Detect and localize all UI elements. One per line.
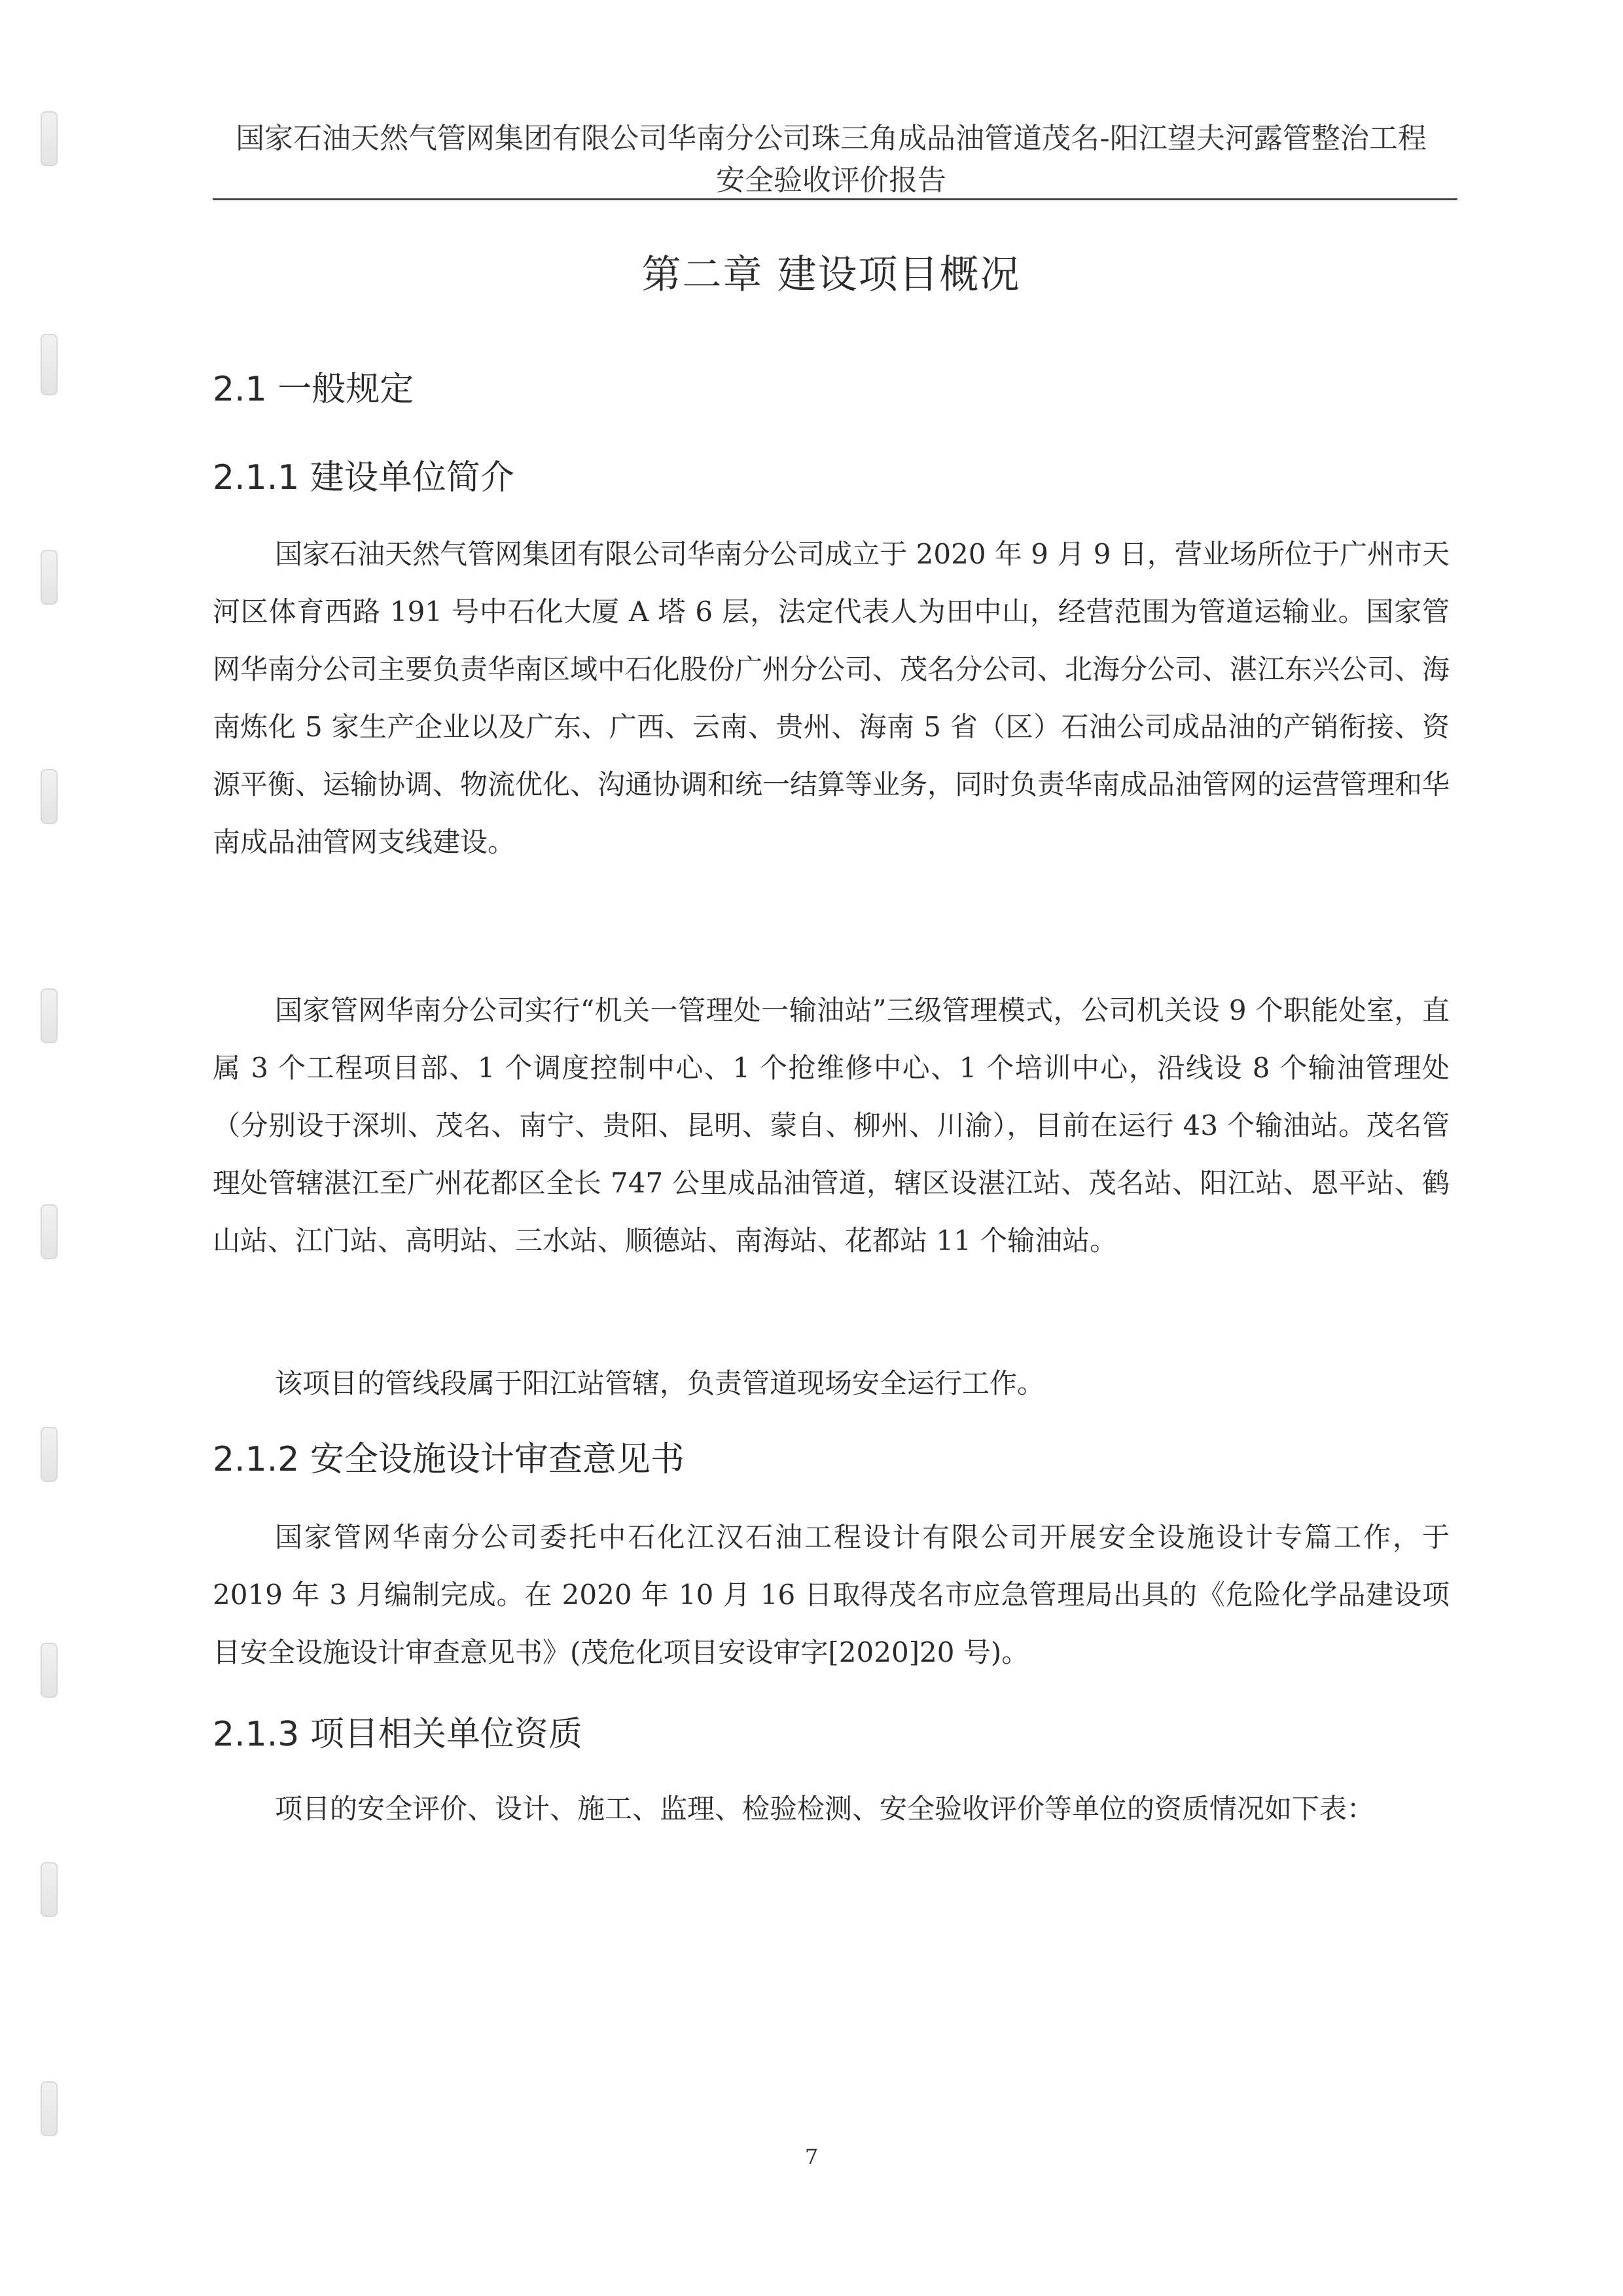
running-header (209, 118, 1453, 202)
header-rule (213, 198, 1457, 200)
paragraph-jurisdiction: 该项目的管线段属于阳江站管辖，负责管道现场安全运行工作。 (275, 1367, 1045, 1399)
binding-mark (41, 988, 58, 1043)
header-line-2: 安全验收评价报告 (716, 164, 946, 197)
page-number: 7 (804, 2144, 819, 2169)
paragraph-management-structure: 国家管网华南分公司实行“机关一管理处一输油站”三级管理模式，公司机关设 9 个职能处室，直属 3 个工程项目部、1 个调度控制中心、1 个抢维修中心、1 个培训中心，沿线设 8 个输油管理处（分别设于深圳、茂名、南宁、贵阳、昆明、蒙自、柳州、川渝），目前在运行 43 个输油站。茂名管理处管辖湛江至广州花都区全长 747 公里成品油管道，辖区设湛江站、茂名站、阳江站、恩平站、鹤山站、江门站、高明站、三水站、顺德站、南海站、花都站 11 个输油站。 (213, 994, 1450, 1257)
binding-mark (41, 334, 58, 395)
binding-mark (41, 1862, 58, 1917)
binding-mark (41, 1643, 58, 1698)
binding-mark (41, 1204, 58, 1259)
binding-mark (41, 769, 58, 824)
binding-mark (41, 1427, 58, 1482)
section-heading-2-1: 2.1 一般规定 (213, 370, 414, 409)
binding-mark (41, 550, 58, 605)
header-line-1: 国家石油天然气管网集团有限公司华南分公司珠三角成品油管道茂名-阳江望夫河露管整治工程 (236, 122, 1427, 155)
paragraph-company-intro: 国家石油天然气管网集团有限公司华南分公司成立于 2020 年 9 月 9 日，营业场所位于广州市天河区体育西路 191 号中石化大厦 A 塔 6 层，法定代表人为田中山，经营范围为管道运输业。国家管网华南分公司主要负责华南区域中石化股份广州分公司、茂名分公司、北海分公司、湛江东兴公司、海南炼化 5 家生产企业以及广东、广西、云南、贵州、海南 5 省（区）石油公司成品油的产销衔接、资源平衡、运输协调、物流优化、沟通协调和统一结算等业务，同时负责华南成品油管网的运营管理和华南成品油管网支线建设。 (213, 538, 1450, 858)
section-heading-2-1-2: 2.1.2 安全设施设计审查意见书 (213, 1440, 685, 1479)
section-heading-2-1-1: 2.1.1 建设单位简介 (213, 458, 514, 497)
binding-mark (41, 111, 58, 166)
binding-mark (41, 2081, 58, 2136)
paragraph-qualifications: 项目的安全评价、设计、施工、监理、检验检测、安全验收评价等单位的资质情况如下表： (275, 1793, 1375, 1825)
section-heading-2-1-3: 2.1.3 项目相关单位资质 (213, 1715, 582, 1754)
paragraph-design-review: 国家管网华南分公司委托中石化江汉石油工程设计有限公司开展安全设施设计专篇工作，于 2019 年 3 月编制完成。在 2020 年 10 月 16 日取得茂名市应急管理局出具的《危险化学品建设项目安全设施设计审查意见书》(茂危化项目安设审字[2020]20 号)。 (213, 1521, 1450, 1668)
chapter-title: 第二章 建设项目概况 (641, 252, 1021, 298)
